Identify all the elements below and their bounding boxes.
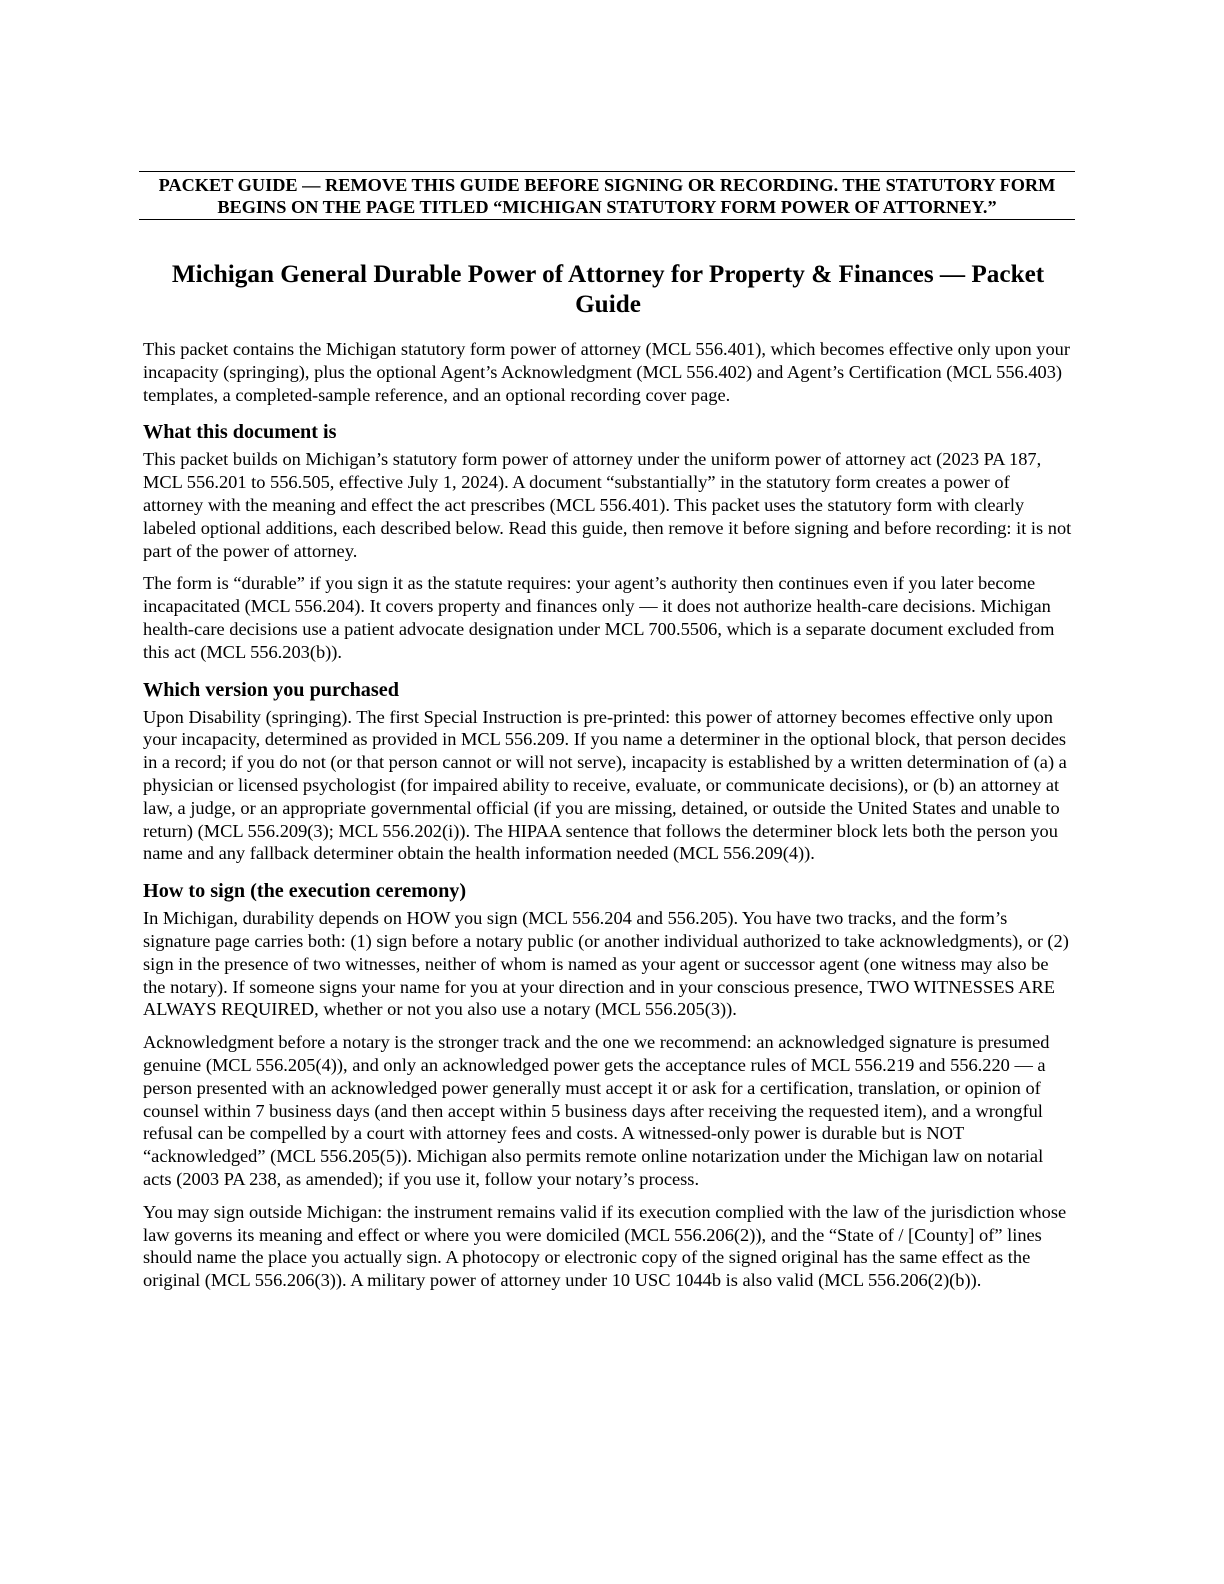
section-paragraph: Upon Disability (springing). The first Special Instruction is pre-printed: this power of attorney becomes effective only upon your incapacity, determined as provided in MCL 556.209. If you name a determiner in the optional block, that person decides in a record; if you do not (or that person cannot or will not serve), incapacity is established by a written determination of (a) a physician or licensed psychologist (for impaired ability to receive, evaluate, or communicate decisions), or (b) an attorney at law, a judge, or an appropriate governmental official (if you are missing, detained, or outside the United States and unable to return) (MCL 556.209(3); MCL 556.202(i)). The HIPAA sentence that follows the determiner block lets both the person you name and any fallback determiner obtain the health information needed (MCL 556.209(4)). [143, 706, 1067, 864]
section-paragraph: Acknowledgment before a notary is the stronger track and the one we recommend: an acknowledged signature is presumed genuine (MCL 556.205(4)), and only an acknowledged power gets the acceptance rules of MCL 556.219 and 556.220 — a person presented with an acknowledged power generally must accept it or ask for a certification, translation, or opinion of counsel within 7 business days (and then accept within 5 business days after receiving the requested item), and a wrongful refusal can be compelled by a court with attorney fees and costs. A witnessed-only power is durable but is NOT “acknowledged” (MCL 556.205(5)). Michigan also permits remote online notarization under the Michigan law on notarial acts (2003 PA 238, as amended); if you use it, follow your notary’s process. [143, 1032, 1050, 1189]
section-paragraph: In Michigan, durability depends on HOW you sign (MCL 556.204 and 556.205). You have two tracks, and the form’s signature page carries both: (1) sign before a notary public (or another individual authorized to take acknowledgments), or (2) sign in the presence of two witnesses, neither of whom is named as your agent or successor agent (one witness may also be the notary). If someone signs your name for you at your direction and in your conscious presence, TWO WITNESSES ARE ALWAYS REQUIRED, whether or not you also use a notary (MCL 556.205(3)). [143, 908, 1069, 1020]
intro-paragraph: This packet contains the Michigan statutory form power of attorney (MCL 556.401), which becomes effective only upon your incapacity (springing), plus the optional Agent’s Acknowledgment (MCL 556.402) and Agent’s Certification (MCL 556.403) templates, a completed-sample reference, and an optional recording cover page. [143, 339, 1070, 405]
page-title: Michigan General Durable Power of Attorney for Property & Finances — Packet Guide [171, 261, 1045, 318]
section-paragraph: The form is “durable” if you sign it as the statute requires: your agent’s authority then continues even if you later become incapacitated (MCL 556.204). It covers property and finances only — it does not authorize health-care decisions. Michigan health-care decisions use a patient advocate designation under MCL 700.5506, which is a separate document excluded from this act (MCL 556.203(b)). [143, 573, 1055, 662]
section-which-version [143, 678, 1073, 866]
section-heading: What this document is [143, 421, 337, 444]
packet-guide-page [143, 171, 1073, 1292]
remove-guide-banner: PACKET GUIDE — REMOVE THIS GUIDE BEFORE SIGNING OR RECORDING. THE STATUTORY FORM BEGINS ON THE PAGE TITLED “MICHIGAN STATUTORY FORM POWER OF ATTORNEY.” [139, 171, 1075, 220]
section-paragraph: This packet builds on Michigan’s statutory form power of attorney under the uniform power of attorney act (2023 PA 187, MCL 556.201 to 556.505, effective July 1, 2024). A document “substantially” in the statutory form creates a power of attorney with the meaning and effect the act prescribes (MCL 556.401). This packet uses the statutory form with clearly labeled optional additions, each described below. Read this guide, then remove it before signing and before recording: it is not part of the power of attorney. [143, 449, 1072, 561]
section-what-this-document-is [143, 420, 1073, 663]
section-how-to-sign [143, 879, 1073, 1292]
section-paragraph: You may sign outside Michigan: the instrument remains valid if its execution complied with the law of the jurisdiction whose law governs its meaning and effect or where you were domiciled (MCL 556.206(2)), and the “State of / [County] of” lines should name the place you actually sign. A photocopy or electronic copy of the signed original has the same effect as the original (MCL 556.206(3)). A military power of attorney under 10 USC 1044b is also valid (MCL 556.206(2)(b)). [143, 1201, 1067, 1291]
section-heading: Which version you purchased [143, 678, 399, 701]
section-heading: How to sign (the execution ceremony) [143, 880, 467, 903]
